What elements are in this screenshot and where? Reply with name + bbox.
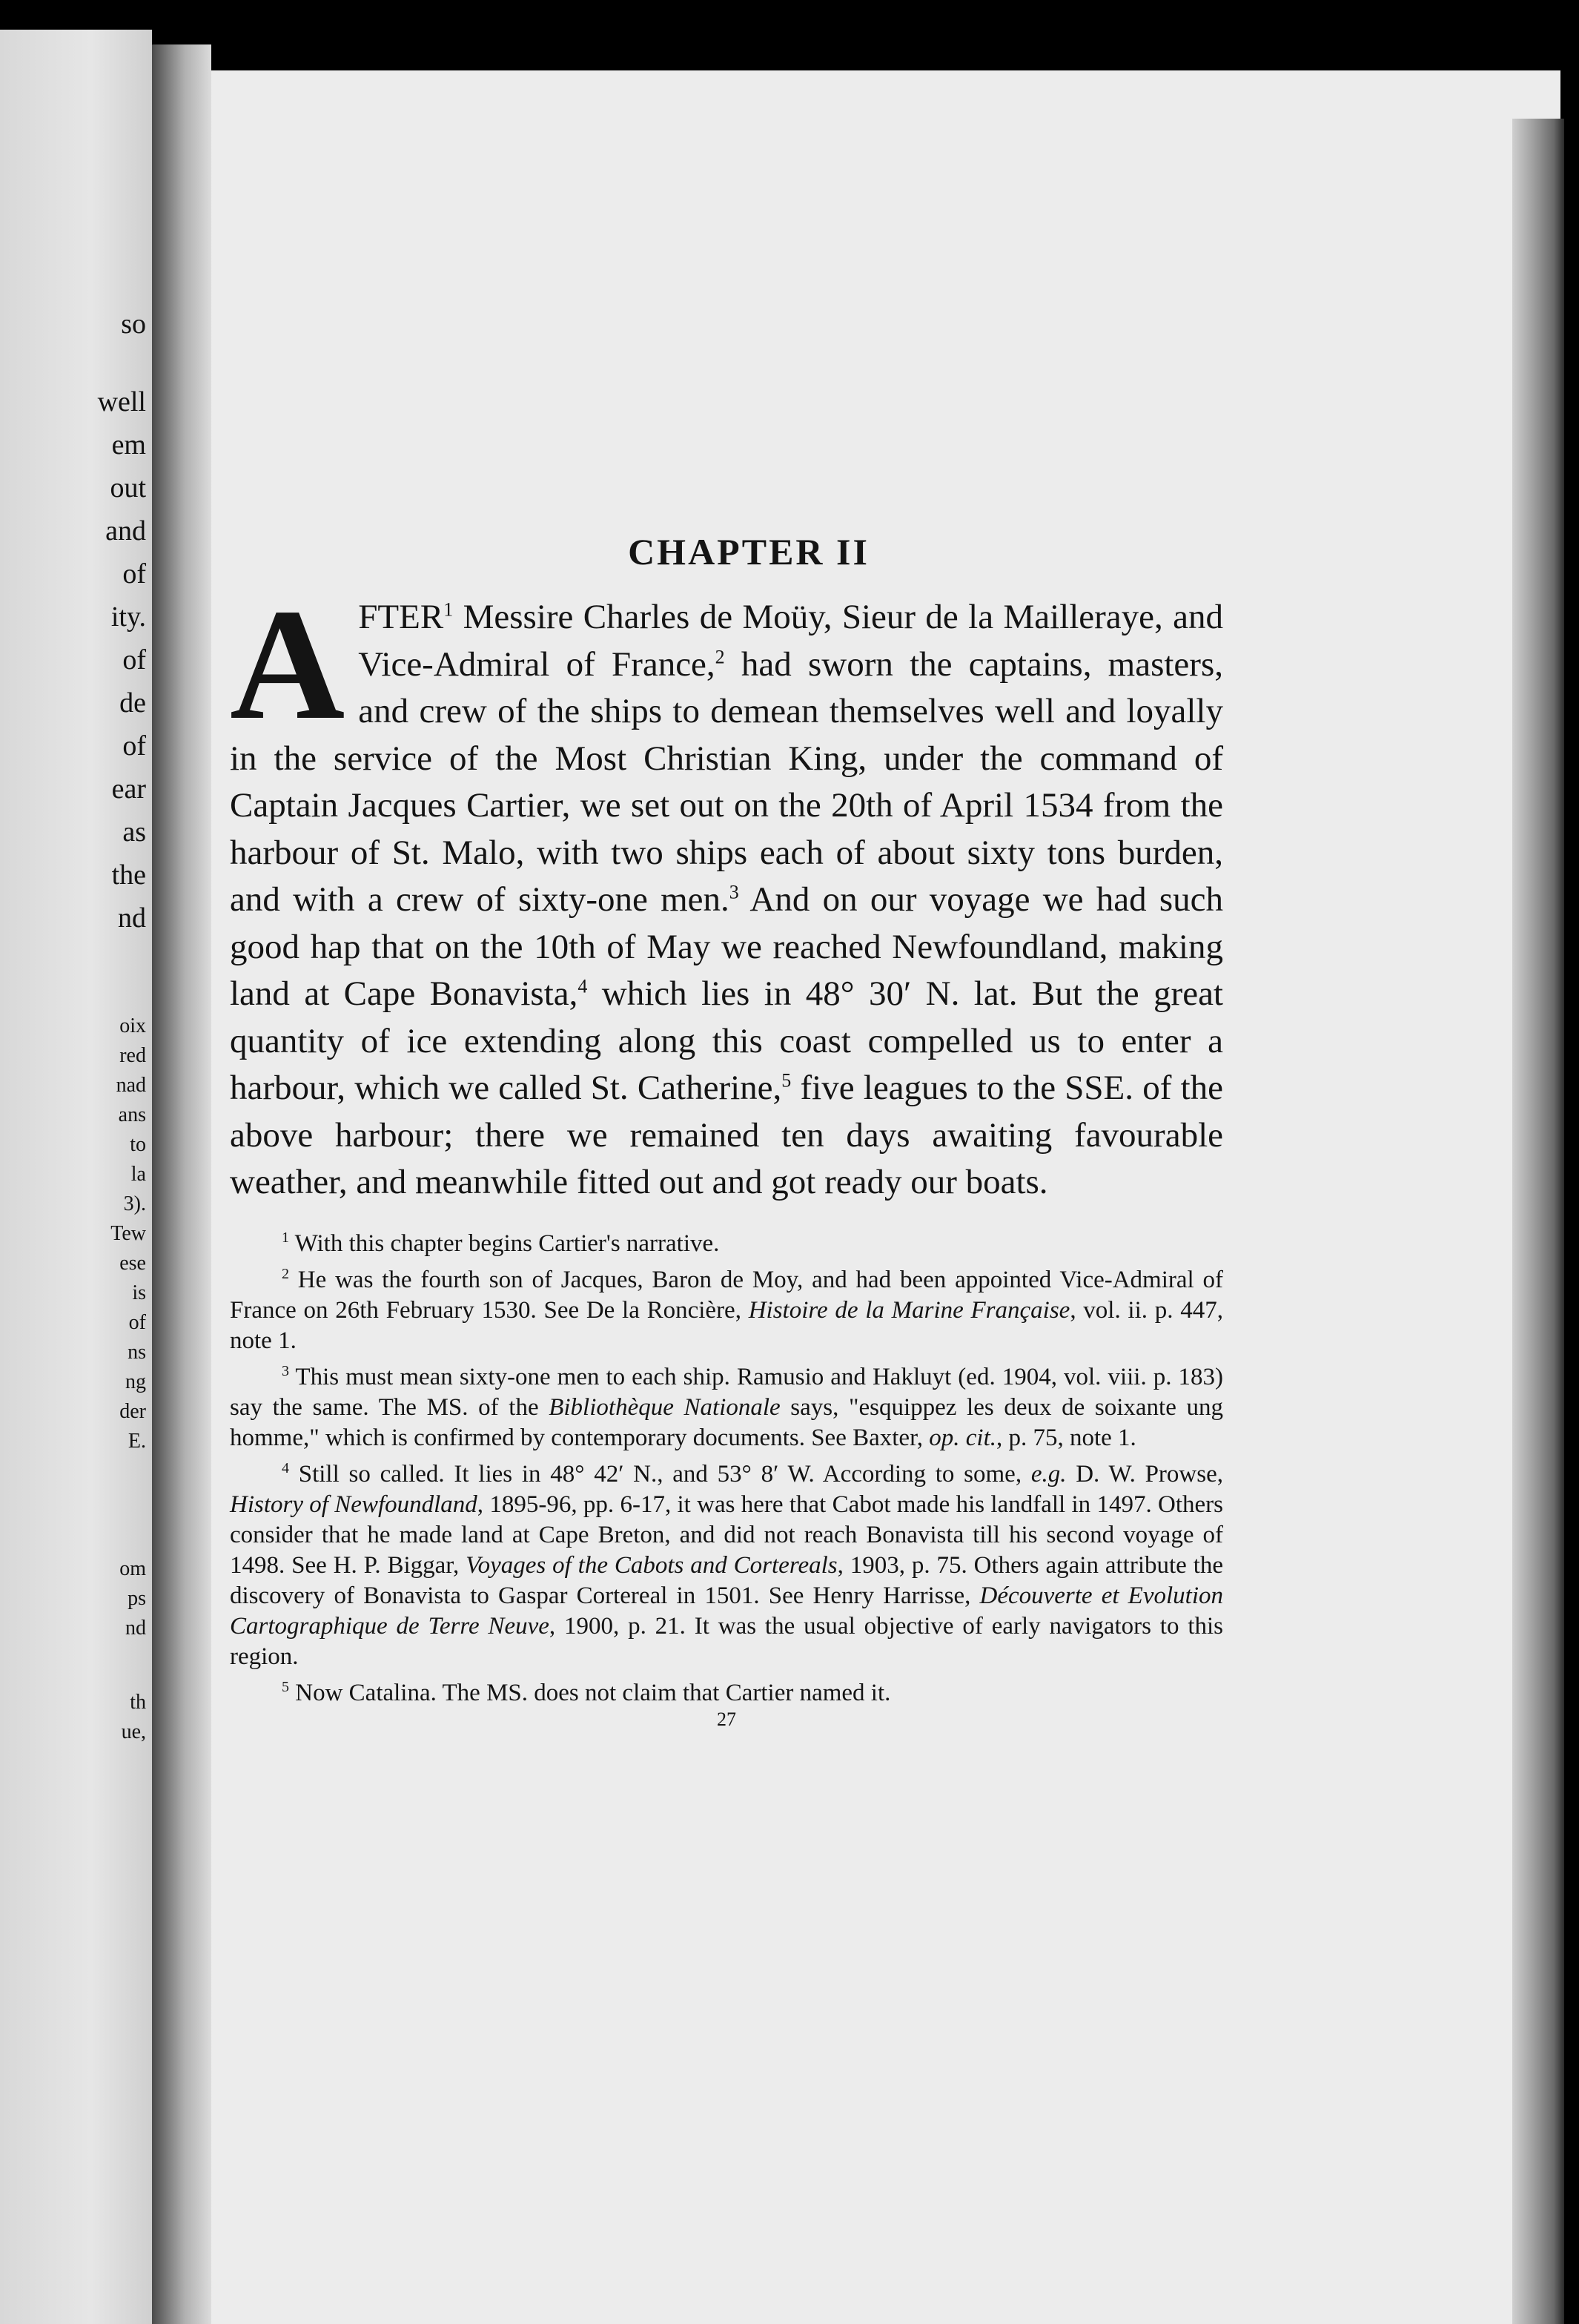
left-page-fragment: Tew bbox=[110, 1222, 146, 1245]
left-page-fragment: well bbox=[97, 386, 146, 417]
left-page-fragment: ns bbox=[128, 1341, 146, 1364]
footnote-italic: Bibliothèque Nationale bbox=[549, 1393, 781, 1421]
text-span: had sworn the captains, masters, and crew of the ships to demean themselves well and loyally in the service of the Most Christian King, under the command of Captain Jacques Cartier, we set out on the 20th of April 1534 from the harbour of St. Malo, with two ships each of about sixty tons burden, and with a crew of sixty-one men. bbox=[230, 644, 1223, 919]
left-page-fragment: th bbox=[130, 1691, 146, 1714]
footnote-ref[interactable]: 1 bbox=[443, 598, 454, 621]
left-page-fragment: nd bbox=[125, 1617, 146, 1640]
footnote-number: 5 bbox=[282, 1678, 289, 1695]
left-page-fragment: ans bbox=[118, 1103, 146, 1126]
footnote-text: Still so called. It lies in 48° 42′ N., and 53° 8′ W. According to some, bbox=[289, 1460, 1031, 1488]
footnote-text: says, "esquippez les deux de soixante ung homme," which is confirmed by contemporary documents. See Baxter, bbox=[230, 1393, 1223, 1451]
book-gutter bbox=[152, 44, 211, 2324]
left-page-fragment: de bbox=[119, 687, 146, 719]
left-page-fragment: ng bbox=[125, 1370, 146, 1393]
footnote-text: He was the fourth son of Jacques, Baron de Moy, and had been appointed Vice-Admiral of France on 26th February 1530. See De la Roncière, bbox=[230, 1266, 1223, 1324]
footnote-ref[interactable]: 3 bbox=[729, 881, 739, 903]
left-page bbox=[0, 30, 152, 2324]
chapter-title: CHAPTER II bbox=[628, 531, 870, 572]
footnote-number: 4 bbox=[282, 1459, 289, 1476]
left-page-fragment: ue, bbox=[121, 1720, 146, 1743]
left-page-fragment: out bbox=[110, 472, 146, 504]
left-page-fragment: of bbox=[122, 644, 146, 676]
footnote-ref[interactable]: 4 bbox=[577, 975, 588, 997]
footnote-number: 1 bbox=[282, 1229, 289, 1246]
left-page-fragment: em bbox=[111, 429, 146, 460]
left-page-fragment: nad bbox=[116, 1074, 146, 1097]
text-span: FTER bbox=[358, 598, 444, 636]
left-page-fragment: red bbox=[119, 1044, 146, 1067]
footnotes bbox=[230, 1223, 1223, 1709]
footnote-italic: Découverte et Evolution Cartographique de Terre Neuve bbox=[230, 1582, 1223, 1640]
footnote-4 bbox=[230, 1453, 1223, 1672]
left-page-fragment: oix bbox=[119, 1014, 146, 1037]
left-page-fragment: 3). bbox=[123, 1192, 146, 1215]
left-page-fragment: ese bbox=[119, 1252, 146, 1275]
left-page-fragment: la bbox=[130, 1163, 146, 1186]
left-page-fragment: E. bbox=[128, 1430, 146, 1453]
footnote-ref[interactable]: 2 bbox=[715, 645, 725, 667]
footnote-text: With this chapter begins Cartier's narrative. bbox=[289, 1229, 720, 1257]
main-paragraph bbox=[230, 575, 1223, 1206]
left-page-fragment: so bbox=[121, 308, 146, 340]
left-page-fragment: om bbox=[119, 1557, 146, 1580]
left-page-fragment: der bbox=[119, 1400, 146, 1423]
footnote-ref[interactable]: 5 bbox=[781, 1069, 792, 1092]
footnote-3 bbox=[230, 1356, 1223, 1453]
left-page-fragment: nd bbox=[118, 902, 146, 934]
footnote-text: , p. 75, note 1. bbox=[996, 1424, 1136, 1451]
footnote-italic: History of Newfoundland bbox=[230, 1491, 477, 1518]
left-page-fragment: and bbox=[105, 515, 146, 547]
left-page-fragment: of bbox=[122, 730, 146, 762]
drop-cap: A bbox=[230, 575, 345, 753]
footnote-text: Now Catalina. The MS. does not claim that Cartier named it. bbox=[289, 1679, 891, 1706]
footnote-5 bbox=[230, 1672, 1223, 1709]
left-page-fragment: ps bbox=[128, 1587, 146, 1610]
text-span: And on our voyage we had such good hap that on the 10th of May we reached Newfoundland, making land at Cape Bonavista, bbox=[230, 880, 1223, 1013]
text-span: Messire Charles de Moüy, Sieur de la Mailleraye, and Vice-Admiral of France, bbox=[358, 598, 1223, 684]
footnote-text: D. W. Prowse, bbox=[1066, 1460, 1223, 1488]
footnote-text: , vol. ii. p. 447, note 1. bbox=[230, 1296, 1223, 1354]
footnote-number: 2 bbox=[282, 1265, 289, 1282]
text-span: which lies in 48° 30′ N. lat. But the great quantity of ice extending along this coast compelled us to enter a harbour, which we called St. Catherine, bbox=[230, 974, 1223, 1107]
footnote-1 bbox=[230, 1223, 1223, 1259]
footnote-italic: Voyages of the Cabots and Cortereals bbox=[466, 1551, 838, 1579]
footnote-text: , 1903, p. 75. Others again attribute the discovery of Bonavista to Gaspar Cortereal in 1501. See Henry Harrisse, bbox=[230, 1551, 1224, 1609]
text-span: five leagues to the SSE. of the above harbour; there we remained ten days awaiting favourable weather, and meanwhile fitted out and got ready our boats. bbox=[230, 1069, 1223, 1201]
footnote-text: , 1895-96, pp. 6-17, it was here that Cabot made his landfall in 1497. Others consider that he made land at Cape Breton, and did not reach Bonavista till his second voyage of 1498. See H. P. Biggar, bbox=[230, 1491, 1223, 1579]
page-edge bbox=[1512, 119, 1564, 2324]
left-page-fragment: of bbox=[122, 558, 146, 590]
left-page-fragment: of bbox=[128, 1311, 146, 1334]
left-page-fragment: to bbox=[130, 1133, 146, 1156]
footnote-italic: op. cit. bbox=[929, 1424, 996, 1451]
page-content bbox=[230, 530, 1223, 1731]
footnote-number: 3 bbox=[282, 1362, 289, 1379]
footnote-italic: e.g. bbox=[1030, 1460, 1067, 1488]
left-page-fragment: as bbox=[122, 816, 146, 848]
left-page-fragment: ity. bbox=[110, 601, 146, 633]
footnote-text: This must mean sixty-one men to each ship. Ramusio and Hakluyt (ed. 1904, vol. viii. p. 183) say the same. The MS. of the bbox=[230, 1363, 1223, 1421]
left-page-fragment: is bbox=[132, 1281, 146, 1304]
left-page-fragment: the bbox=[111, 859, 146, 891]
left-page-fragment: ear bbox=[111, 773, 146, 805]
footnote-italic: Histoire de la Marine Française bbox=[748, 1296, 1070, 1324]
page-number: 27 bbox=[717, 1708, 736, 1730]
footnote-2 bbox=[230, 1259, 1223, 1356]
footnote-text: , 1900, p. 21. It was the usual objective of early navigators to this region. bbox=[230, 1612, 1223, 1670]
